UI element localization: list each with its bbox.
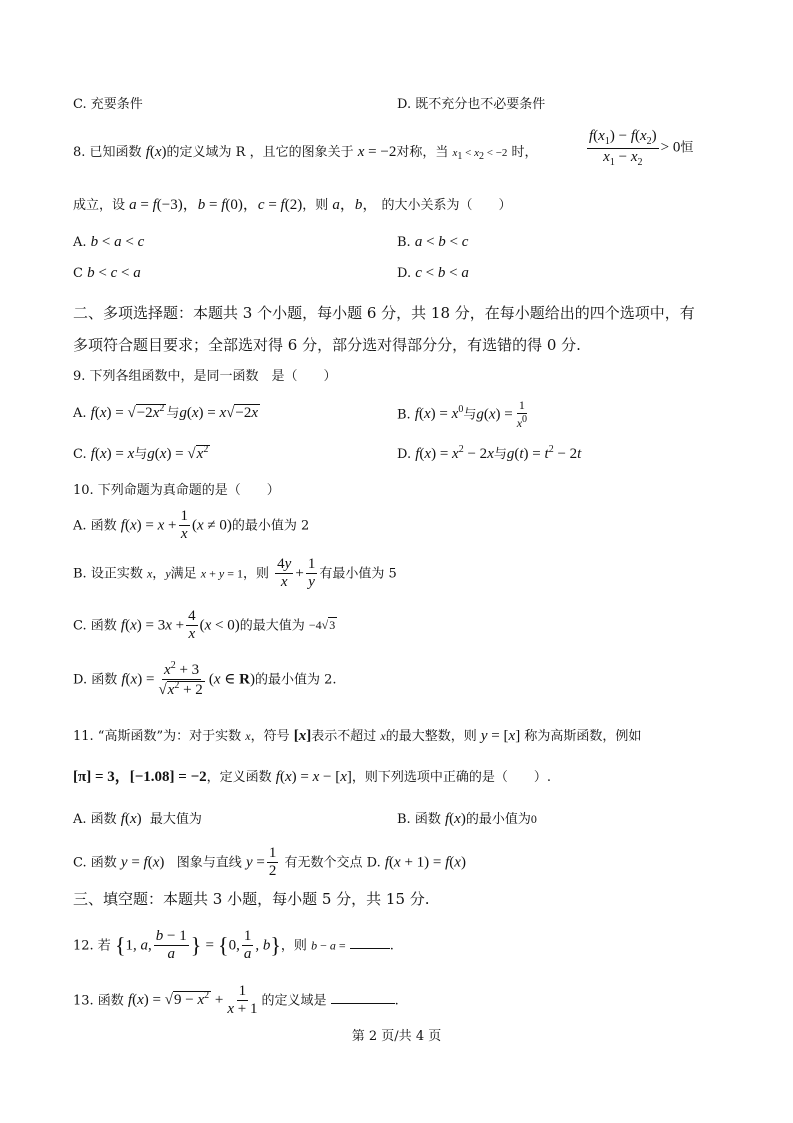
q12-text: 12. 若: [73, 938, 111, 954]
q11-text: 的最大整数，则: [385, 729, 477, 744]
q9-option-a: A. $f(x) = √-2x^2$ 与g(x) = x√−2x: [73, 403, 259, 421]
q12-text: .: [389, 938, 394, 954]
q10-text: 的最小值为 2.: [254, 672, 337, 688]
q10-option-c: C. 函数 f(x) = 3x + $\frac{4}{x}$ (x < 0)的最大值为 −4√3: [73, 608, 336, 643]
option-label: B.: [397, 235, 411, 250]
q9-option-b: B. $f(x) = x^0$与g(x) = $\frac{1}{x^0}$: [397, 398, 528, 430]
q8-fraction-condition: $\frac{f(x_1) - f(x_2)}{x_1 - x_2}$ > 0恒: [589, 128, 694, 168]
q11-text: 最大值为: [149, 812, 202, 827]
q11-text: 有无数个交点: [284, 855, 363, 871]
q11-text: B. 函数: [397, 812, 441, 827]
q10-text: 有最小值为 5: [319, 566, 397, 582]
q10-text: A. 函数: [73, 518, 117, 534]
option-label: A.: [73, 235, 87, 250]
q12-text: ，则: [280, 938, 307, 954]
q13-text: 的定义域是: [261, 993, 327, 1009]
q13-text: 13. 函数: [73, 993, 124, 1009]
q11-text: 的最小值为: [465, 812, 531, 827]
q10-text: 满足: [170, 566, 197, 582]
q10-stem: 10. 下列命题为真命题的是（ ）: [73, 483, 280, 498]
q11-option-c: C. 函数 y = f(x) 图象与直线 y = $\frac{1}{2}$ 有无数个交点 D. f(x + 1) = f(x): [73, 845, 466, 880]
q12-answer-blank[interactable]: [350, 948, 390, 949]
section3-heading: 三、填空题：本题共 3 小题，每小题 5 分，共 15 分.: [73, 890, 430, 908]
q11-stem-line2: [π] = 3，[−1.08] = −2，定义函数 f(x) = x − [x]，则下列选项中正确的是（ ）.: [73, 769, 552, 785]
q10-text: 的最小值为 2: [231, 518, 310, 534]
q8-text: 对称，当: [396, 145, 449, 160]
q11-text: 图象与直线: [176, 855, 242, 871]
q8-text: ，则: [302, 198, 329, 213]
q13: 13. 函数 $f(x) = √9 - x^2$ + $\frac{1}{x + 1}$ 的定义域是 .: [73, 983, 399, 1018]
q13-answer-blank[interactable]: [331, 1003, 395, 1004]
section2-heading-line1: 二、多项选择题：本题共 3 个小题，每小题 6 分，共 18 分，在每小题给出的四个选项中，有: [73, 304, 695, 322]
option-label: A.: [73, 406, 87, 421]
q9-and: 与: [134, 447, 148, 462]
q10-text: B. 设正实数: [73, 566, 143, 582]
q13-text: .: [394, 993, 399, 1009]
q11-text: 称为高斯函数，例如: [524, 729, 642, 744]
q8-text: 的定义域为 R ，且它的图象关于: [166, 145, 354, 160]
q11-option-a: A. 函数 f(x) 最大值为: [73, 811, 202, 827]
option-label: C: [73, 266, 83, 281]
q11-stem-line1: 11. “高斯函数”为：对于实数 x，符号 [x]表示不超过 x的最大整数，则 y = [x] 称为高斯函数，例如: [73, 728, 642, 744]
q8-text: 成立，设: [73, 198, 126, 213]
q10-option-a: A. 函数 f(x) = x + $\frac{1}{x}$ (x ≠ 0)的最小值为 2: [73, 508, 310, 543]
option-label: D.: [397, 447, 412, 462]
q9-and: 与: [493, 447, 507, 462]
q8-text: 8. 已知函数: [73, 145, 142, 160]
option-label: C.: [73, 447, 87, 462]
q8-text: 时，: [511, 145, 538, 160]
q10-text: 的最大值为: [239, 618, 305, 634]
q11-text: 11. “高斯函数”为：对于实数: [73, 729, 242, 744]
q9-and: 与: [166, 406, 180, 421]
q10-option-d: D. 函数 f(x) = $\frac{x^2 + 3}{√x^2 + 2}$ (x ∈ R)的最小值为 2.: [73, 660, 337, 699]
q11-option-b: B. 函数 f(x)的最小值为0: [397, 811, 537, 827]
q11-text: ，符号: [250, 729, 290, 744]
option-label: D.: [397, 266, 412, 281]
page-footer: 第 2 页/共 4 页: [351, 1029, 442, 1044]
q8-text: 的大小关系为（ ）: [381, 198, 512, 213]
q10-text: C. 函数: [73, 618, 117, 634]
q8-option-c: C b < c < a: [73, 265, 141, 281]
q8-stem-line2: 成立，设 a = f(−3)，b = f(0)，c = f(2)，则 a，b， 的大小关系为（ ）: [73, 197, 512, 213]
option-label: B.: [397, 407, 411, 423]
q8-option-d: D. c < b < a: [397, 265, 469, 281]
q7-option-c: C. 充要条件: [73, 97, 143, 112]
q9-and: 与: [463, 407, 477, 423]
q9-option-c: C. f(x) = x与$g(x) = √x^2$: [73, 444, 209, 462]
q11-text: ，定义函数: [206, 770, 272, 785]
q11-text: ，则下列选项中正确的是（ ）.: [351, 770, 552, 785]
section2-heading-line2: 多项符合题目要求；全部选对得 6 分，部分选对得部分分，有选错的得 0 分.: [73, 336, 581, 354]
option-label: D.: [366, 855, 381, 871]
q12: 12. 若 {1, a, $\frac{b - 1}{a}$ } = {0, $\frac{1}{a}$ , b}，则 b − a = .: [73, 928, 394, 963]
q11-text: C. 函数: [73, 855, 117, 871]
q10-text: ，则: [243, 566, 270, 582]
q7-option-d: D. 既不充分也不必要条件: [397, 97, 546, 112]
q11-text: A. 函数: [73, 812, 117, 827]
q9-stem: 9. 下列各组函数中，是同一函数 是（ ）: [73, 369, 337, 384]
q10-text: D. 函数: [73, 672, 118, 688]
q10-option-b: B. 设正实数 x，y满足 x + y = 1，则 $\frac{4y}{x}$ + $\frac{1}{y}$ 有最小值为 5: [73, 556, 397, 591]
q11-text: 表示不超过: [311, 729, 377, 744]
q8-option-a: A. b < a < c: [73, 234, 145, 250]
q8-stem-line1: 8. 已知函数 f(x)的定义域为 R ，且它的图象关于 x = −2对称，当 $x_1 < x_2 < -2$ 时，: [73, 144, 538, 163]
q8-option-b: B. a < b < c: [397, 234, 469, 250]
q9-option-d: D. $f(x) = x^2 - 2x$与$g(t) = t^2 - 2t$: [397, 444, 582, 462]
q8-text: 恒: [680, 140, 694, 156]
